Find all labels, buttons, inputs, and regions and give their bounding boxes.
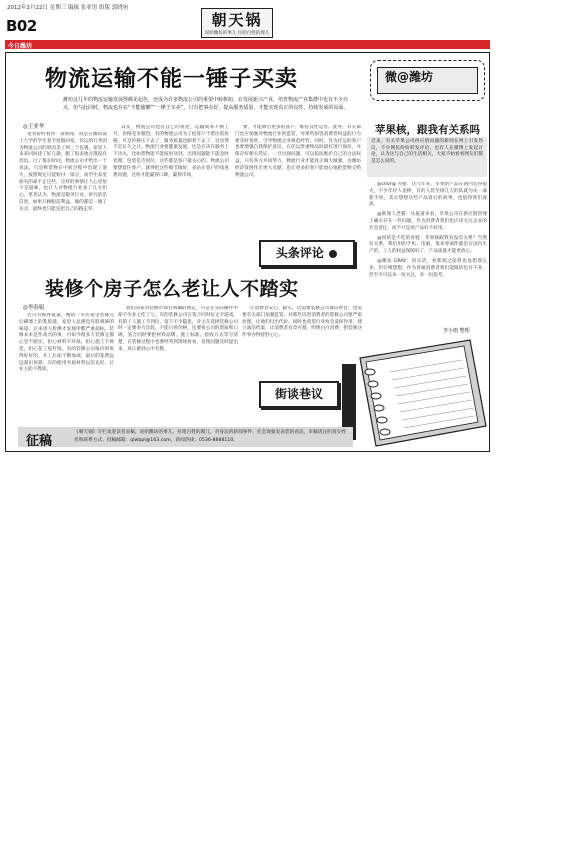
sidebar-lead: 近来，有关苹果公司供应链问题的新闻在网上引发热议，不少网民纷纷转发评论，也有人在微博上发起讨论，认为这与自己的生活相关，大家不妨看看网友们都是怎么说的。 — [367, 137, 487, 177]
footer-title: 征稿 — [26, 434, 53, 449]
masthead-title: 朝天锅 — [211, 11, 263, 29]
weibo-title: 微@潍坊 — [385, 70, 434, 84]
article2-column-2 — [118, 306, 238, 422]
sidebar-post: @新闻人老猫：从报道来看，苹果公司在供应链管理上确实存在一些问题，作为消费者我们也应该关注企业的社会责任，而不只是看产品好不好用。 — [369, 212, 487, 231]
editorial-badge — [259, 240, 355, 267]
article1-byline: ◎王亚华 — [23, 124, 45, 130]
page-meta: 2012年2月22日 星期三 编辑 张亚男 组版 郭晓宛 — [7, 5, 129, 11]
sidebar-signature: 李小雨 整理 — [443, 328, 470, 334]
call-for-submissions — [18, 427, 353, 447]
article1-col1-text: 笔者曾经看到一条新闻，说是在潍坊谋上大学的学生春节放假回家，托运的行李因为物流公司的原因丢了两三个包裹，家里人来来回回找了好几趟，跑了很多地方都没有消息。过了很长时间，物流公司才给出一个说法，只是称货物在中转过程中出现了遗失，按照规定只能赔付一部分，而学生家里损失的却不止这些。这样的事情让人心里很不是滋味，也让人对物流行业多了几分担心。笔者认为，物流是服务行业，讲究的是信誉，如果只顾眼前利益，做的都是一锤子买卖，最终也只能是把自己的路走窄。 — [19, 132, 107, 212]
sidebar-post: @chong 为猪：这几年来，苹果的产品在国内卖得很火，不少年轻人追捧，有的人甚至排几天的队就为买一部新手机，其实想想这些产品背后的故事，也值得我们深思。 — [369, 182, 487, 208]
article2-col2-text: 我们国家对装修市场有明确的规定，可是在实际操作中却不少业主吃了亏。有的装修公司在签合同时玩文字游戏，有的工人施工不到位，留下不少隐患。业主在选择装修公司时一定要多方比较，不能只看价格，还要看公司的资质和口碑，签合同时要把材料品牌、施工标准、验收方式等写清楚，在装修过程中也要经常到现场看看，发现问题及时提出来，真正做到心中有数。 — [118, 306, 238, 352]
article1-lead: 潍坊这几年的物流运输发展得颇见起色，还成为许多物流公司的重要中转枢纽，在发展新兴产业，培育物流产业集群中也有不少亮点，但与此同时，物流也存在“不能偷懒”“一锤子买卖”，只有把事办好，提高服务质量，才能实现真正的良性，持续发展的局面。 — [63, 97, 349, 111]
article1-column-3 — [235, 125, 361, 235]
alley-badge — [259, 381, 339, 408]
weibo-box — [370, 60, 485, 101]
editorial-badge-label: 头条评论 — [275, 246, 324, 260]
footer-body: 《朝天锅》专栏欢迎读者来稿，说咱潍坊的事儿、拉咱百姓的理儿，对身边的新闻事件、社会现象发表您的看法，来稿请注明真实姓名和联系方式。投稿邮箱：qlwbpl@163.com，新闻热线：0536-8888110。 — [74, 430, 346, 443]
section-label: 今日潍坊 — [8, 43, 33, 50]
article1-headline: 物流运输不能一锤子买卖 — [45, 67, 299, 92]
article1-column-2 — [113, 125, 229, 267]
article2-column-1 — [19, 313, 114, 421]
section-bar — [5, 40, 490, 49]
masthead — [201, 8, 273, 38]
article1-col2-text: 其实，物流公司也有自己的难处，运输成本不断上升，价格竞争激烈，有的物流公司为了抢客户不惜压低价格，可是价格压下去了，服务质量也跟着下去了，这显然不是长久之计。物流行业要健康发展，还是应该在服务上下功夫，比如货物能不能按时送到，出现问题能不能及时处理，包装是否到位，这些都是客户最关心的。物流公司要想留住客户，就得把这些细节做好，多站在客户的角度想问题，这样才能赢得口碑，赢得市场。 — [113, 125, 229, 178]
alley-badge-label: 街谈巷议 — [274, 387, 323, 401]
article2-headline: 装修个房子怎么老让人不踏实 — [45, 278, 299, 300]
notebook-illustration — [340, 338, 488, 450]
article1-column-1 — [19, 132, 107, 267]
sidebar-title: 苹果核，跟我有关系吗 — [375, 124, 480, 136]
page-number: B02 — [6, 17, 37, 35]
article2-col3-text: 让消费者安心、踏实，这需要装修公司诚信经营，也需要有关部门加强监管。对那些坑害消费者的装修公司要严肃处理，让他们付出代价。同时也希望行业协会发挥作用，建立诚信档案，让消费者有章可循，明明白白消费，把装修这件事办得舒舒心心。 — [242, 306, 362, 339]
sidebar-body — [369, 182, 487, 326]
sidebar-post: @潍坊 GRAY：说实话，看新闻之前我也没想那么多，但仔细想想，作为普通消费者我们能做的也许不多，但至少可以多一份关注，多一份思考。 — [369, 258, 487, 278]
sidebar-post: @说的是不吃的青蛙：苹果核跟我有没有关系？当然有关系，我们用的手机、电脑，很多零部件都是在国内生产的，工人的权益保障好了，产品质量才能更放心。 — [369, 235, 487, 255]
article2-col1-text: 近日有媒体报道，潍坊一市民家里装修完后刷墙上的乳胶漆，家里人总感觉有股刺鼻的味道，后来请人检测才发现甲醛严重超标。装修本来是件高兴的事，可如今很多人装修完都心里不踏实，担心材料不环保，担心施工不规范，担心花了冤枉钱。有的装修公司报价时说得好好的，开工后却不断加项，最后的花费远远超出预算；有的使用劣质材料以次充好，让业主防不胜防。 — [19, 313, 114, 373]
article1-col3-text: 要，才能吸引更多的客户，维持良性运营。此外，有关部门也应加强对物流行业的监管，对那些损害消费者权益的行为要及时查处，引导物流企业规范经营。同时，作为托运的客户也要增强自我保护意识，在托运贵重物品时最好进行保价，并保存好相关凭证，一旦出现问题，可以依法维护自己的合法权益。只有各方共同努力，物流行业才能真正做大做强，为潍坊经济发展作出更大贡献，也让更多的客户能放心地把货物交给物流公司。 — [235, 125, 361, 178]
article2-byline: ◎李春娟 — [23, 305, 45, 311]
masthead-subtitle: 说咱潍坊的事儿 拉咱百姓的理儿 — [204, 31, 270, 36]
microphone-icon — [328, 249, 338, 259]
newspaper-page — [5, 0, 490, 452]
